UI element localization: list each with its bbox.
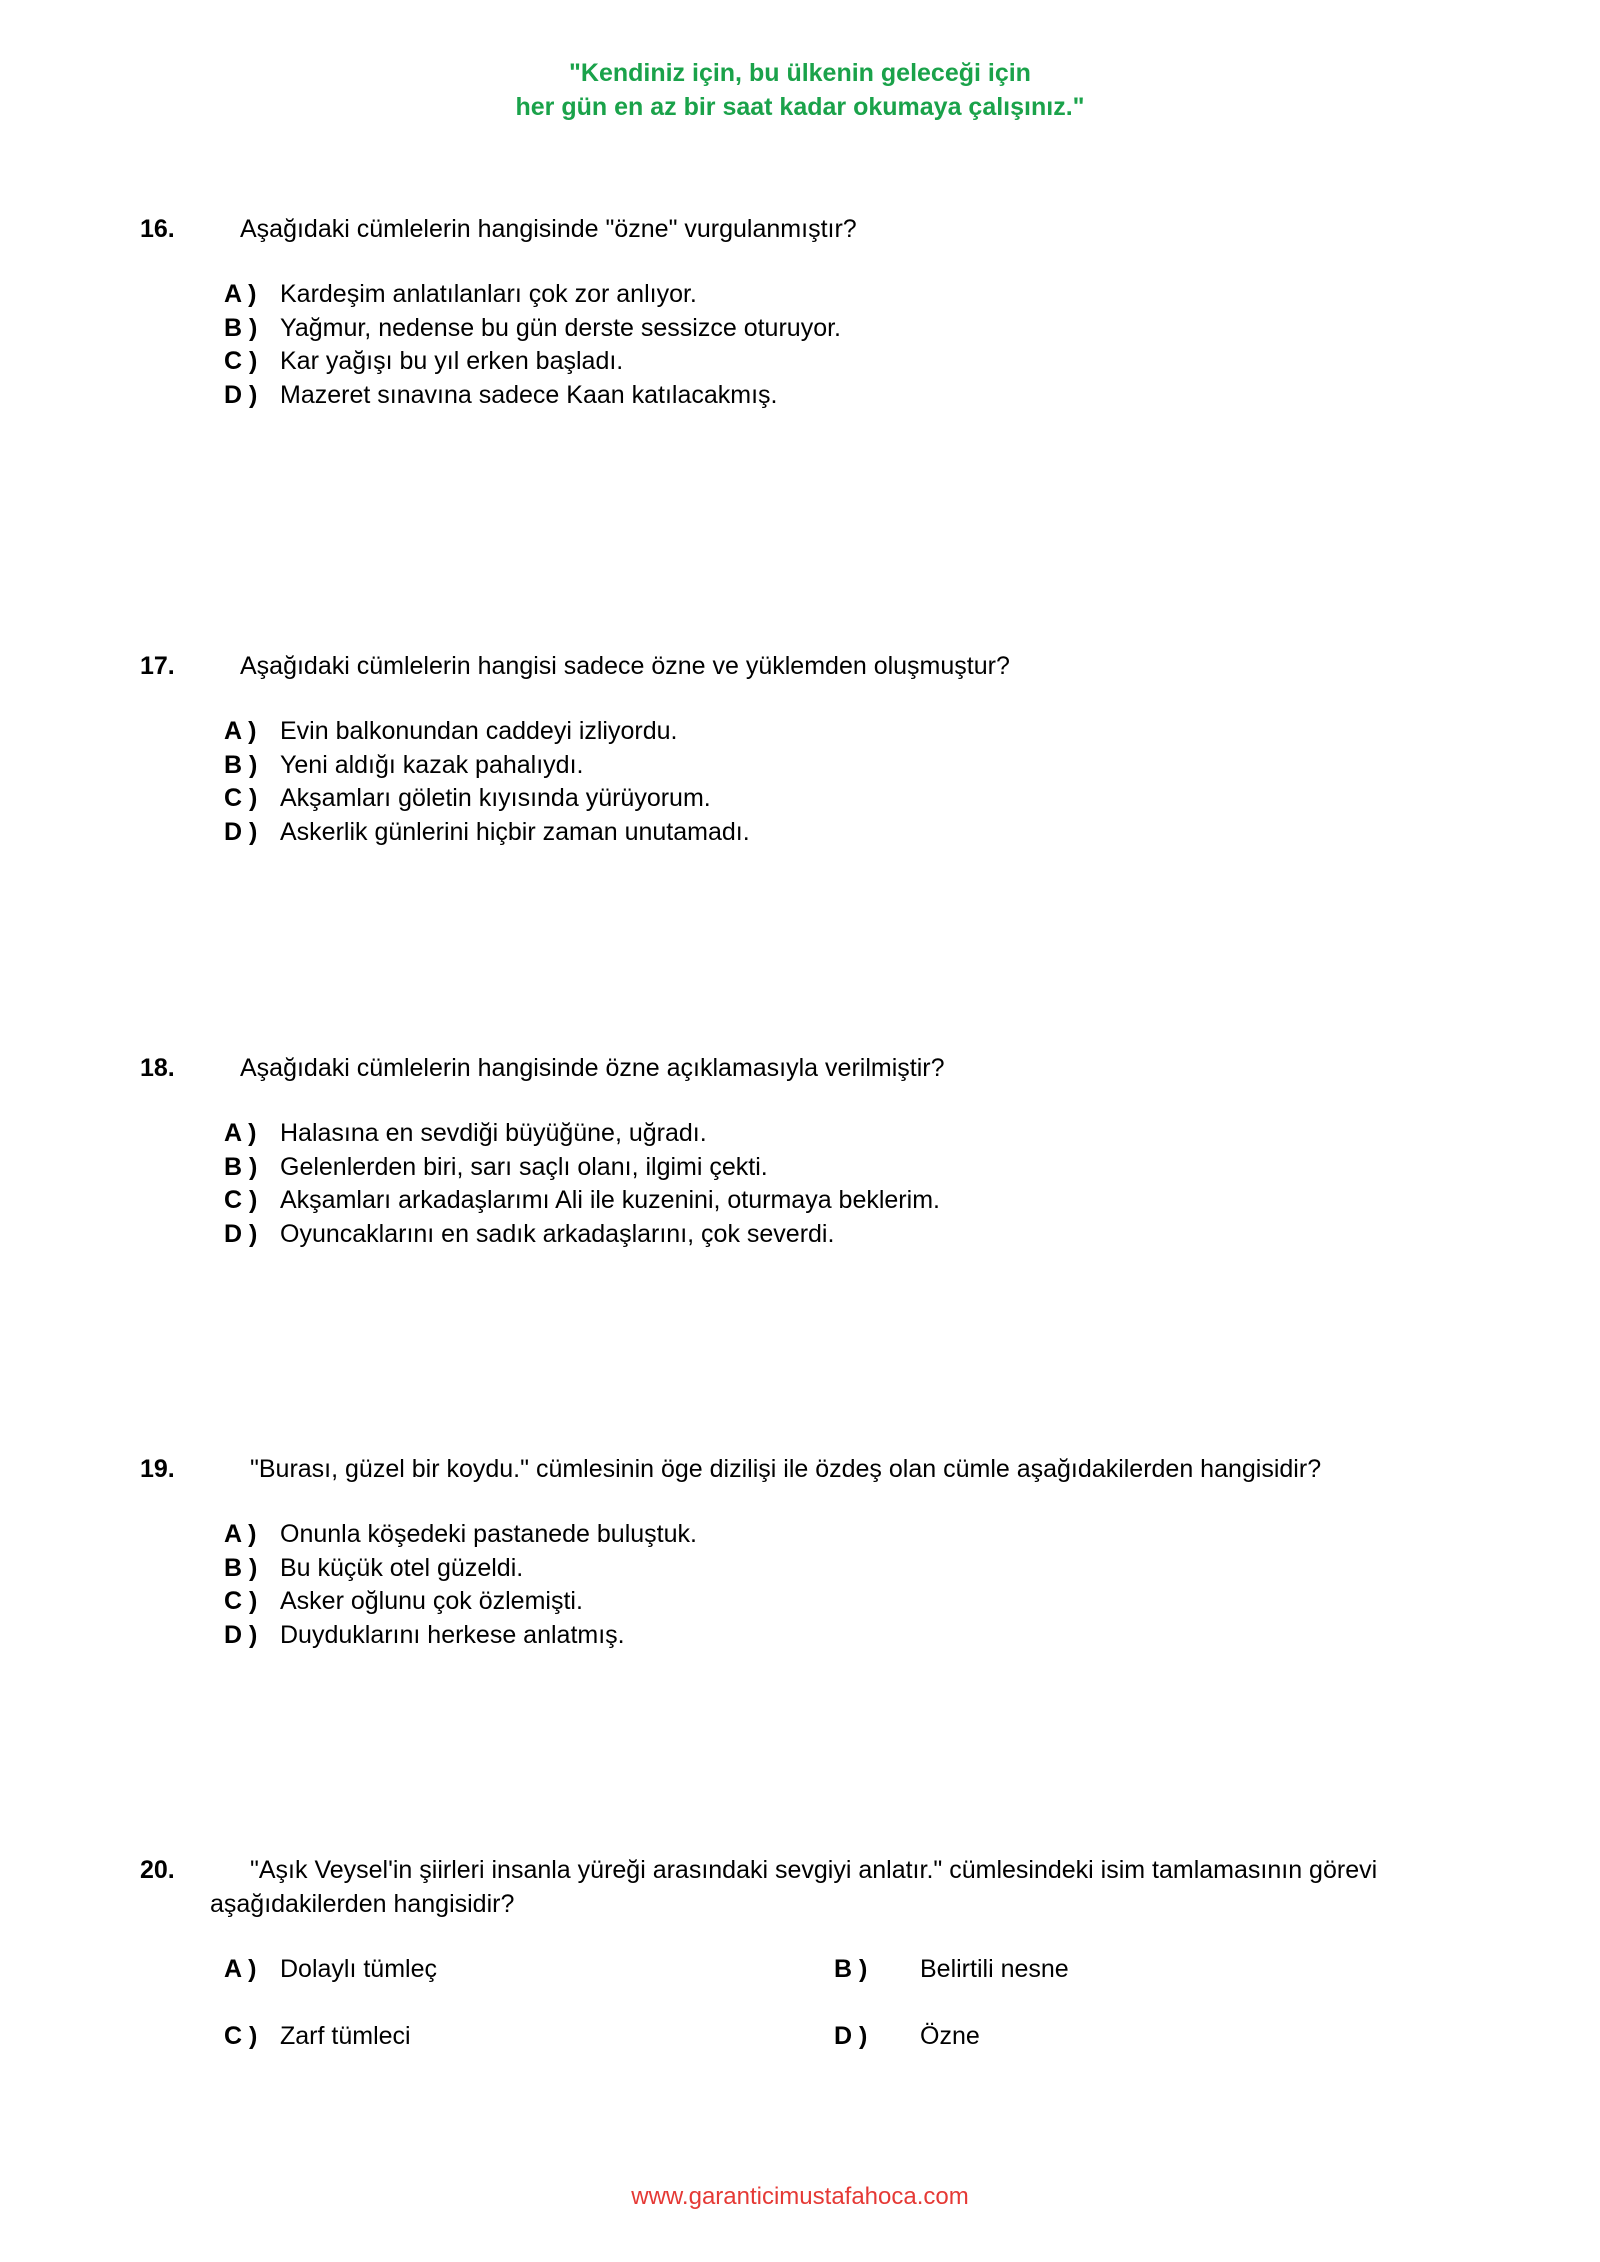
option-letter: B ) (224, 1553, 258, 1582)
option-c[interactable] (224, 345, 1440, 379)
option-b[interactable] (834, 1953, 1069, 1987)
option-c[interactable] (224, 1585, 1440, 1619)
option-d[interactable] (224, 816, 1440, 850)
option-letter: D ) (224, 380, 258, 409)
question-text: Aşağıdaki cümlelerin hangisinde "özne" vurgulanmıştır? (240, 215, 857, 243)
option-letter: C ) (224, 784, 258, 812)
option-b[interactable] (224, 1151, 1440, 1185)
option-letter: A ) (224, 1520, 257, 1548)
option-text: Dolaylı tümleç (280, 1955, 437, 1983)
option-text: Zarf tümleci (280, 2022, 411, 2050)
option-text: Gelenlerden biri, sarı saçlı olanı, ilgimi çekti. (280, 1152, 768, 1181)
option-c[interactable] (224, 1184, 1440, 1218)
option-text: Halasına en sevdiği büyüğüne, uğradı. (280, 1119, 707, 1147)
question-number: 17. (140, 652, 175, 680)
question-header (140, 1051, 1440, 1085)
question-number: 19. (140, 1455, 175, 1483)
option-letter: D ) (834, 2022, 868, 2050)
option-list (224, 1117, 1440, 1251)
option-text: Askerlik günlerini hiçbir zaman unutamadı. (280, 817, 750, 846)
option-letter: D ) (224, 1620, 258, 1649)
footer-url-link[interactable]: www.garanticimustafahoca.com (631, 2183, 969, 2210)
option-text: Evin balkonundan caddeyi izliyordu. (280, 717, 678, 745)
question-number: 20. (140, 1856, 175, 1884)
option-letter: A ) (224, 1119, 257, 1147)
option-list (224, 1518, 1440, 1652)
question-number: 16. (140, 215, 175, 243)
option-text: Akşamları arkadaşlarımı Ali ile kuzenini, oturmaya beklerim. (280, 1186, 940, 1214)
option-text: Yağmur, nedense bu gün derste sessizce oturuyor. (280, 313, 841, 342)
option-letter: C ) (224, 2022, 258, 2050)
question-header (140, 649, 1440, 683)
option-text: Kar yağışı bu yıl erken başladı. (280, 347, 624, 375)
motto-line-2: her gün en az bir saat kadar okumaya çalışınız." (515, 93, 1085, 121)
question-text: Aşağıdaki cümlelerin hangisinde özne açıklamasıyla verilmiştir? (240, 1054, 945, 1082)
question-text: Aşağıdaki cümlelerin hangisi sadece özne ve yüklemden oluşmuştur? (240, 652, 1010, 680)
option-text: Oyuncaklarını en sadık arkadaşlarını, çok severdi. (280, 1219, 835, 1248)
question-19 (140, 1452, 1440, 1652)
option-a[interactable] (224, 1518, 1440, 1552)
option-a[interactable] (224, 1117, 1440, 1151)
option-text: Özne (920, 2022, 980, 2050)
option-letter: D ) (224, 817, 258, 846)
question-number: 18. (140, 1054, 175, 1082)
option-text: Asker oğlunu çok özlemişti. (280, 1587, 583, 1615)
option-a[interactable] (224, 278, 1440, 312)
option-letter: B ) (834, 1955, 868, 1983)
motto-line-1: "Kendiniz için, bu ülkenin geleceği için (569, 59, 1031, 87)
option-text: Kardeşim anlatılanları çok zor anlıyor. (280, 280, 697, 308)
header-motto (0, 56, 1600, 124)
option-text: Belirtili nesne (920, 1955, 1069, 1983)
option-letter: A ) (224, 280, 257, 308)
option-d[interactable] (224, 1218, 1440, 1252)
option-letter: C ) (224, 1186, 258, 1214)
question-17 (140, 649, 1440, 849)
question-header (140, 1853, 1440, 1921)
question-header (140, 212, 1440, 246)
option-c[interactable] (224, 2020, 411, 2054)
question-text: "Burası, güzel bir koydu." cümlesinin öge dizilişi ile özdeş olan cümle aşağıdakilerden hangisidir? (250, 1455, 1322, 1483)
question-20 (140, 1853, 1440, 2073)
option-c[interactable] (224, 782, 1440, 816)
option-text: Onunla köşedeki pastanede buluştuk. (280, 1520, 697, 1548)
option-text: Yeni aldığı kazak pahalıydı. (280, 750, 584, 779)
option-letter: C ) (224, 347, 258, 375)
option-letter: B ) (224, 750, 258, 779)
option-letter: D ) (224, 1219, 258, 1248)
option-list (224, 278, 1440, 412)
option-letter: A ) (224, 717, 257, 745)
option-grid (224, 1953, 1440, 2073)
option-d[interactable] (224, 1619, 1440, 1653)
question-18 (140, 1051, 1440, 1251)
question-16 (140, 212, 1440, 412)
question-header (140, 1452, 1440, 1486)
option-d[interactable] (224, 379, 1440, 413)
option-text: Mazeret sınavına sadece Kaan katılacakmış. (280, 380, 778, 409)
question-text: "Aşık Veysel'in şiirleri insanla yüreği arasındaki sevgiyi anlatır." cümlesindeki isim tamlamasının görevi aşağıdakilerden hangisidir? (210, 1856, 1378, 1918)
option-text: Duyduklarını herkese anlatmış. (280, 1620, 625, 1649)
option-letter: A ) (224, 1955, 257, 1983)
option-a[interactable] (224, 715, 1440, 749)
option-letter: C ) (224, 1587, 258, 1615)
option-d[interactable] (834, 2020, 980, 2054)
option-letter: B ) (224, 1152, 258, 1181)
option-a[interactable] (224, 1953, 437, 1987)
option-b[interactable] (224, 312, 1440, 346)
option-text: Bu küçük otel güzeldi. (280, 1553, 524, 1582)
option-b[interactable] (224, 1552, 1440, 1586)
option-text: Akşamları göletin kıyısında yürüyorum. (280, 784, 711, 812)
option-letter: B ) (224, 313, 258, 342)
option-b[interactable] (224, 749, 1440, 783)
option-list (224, 715, 1440, 849)
